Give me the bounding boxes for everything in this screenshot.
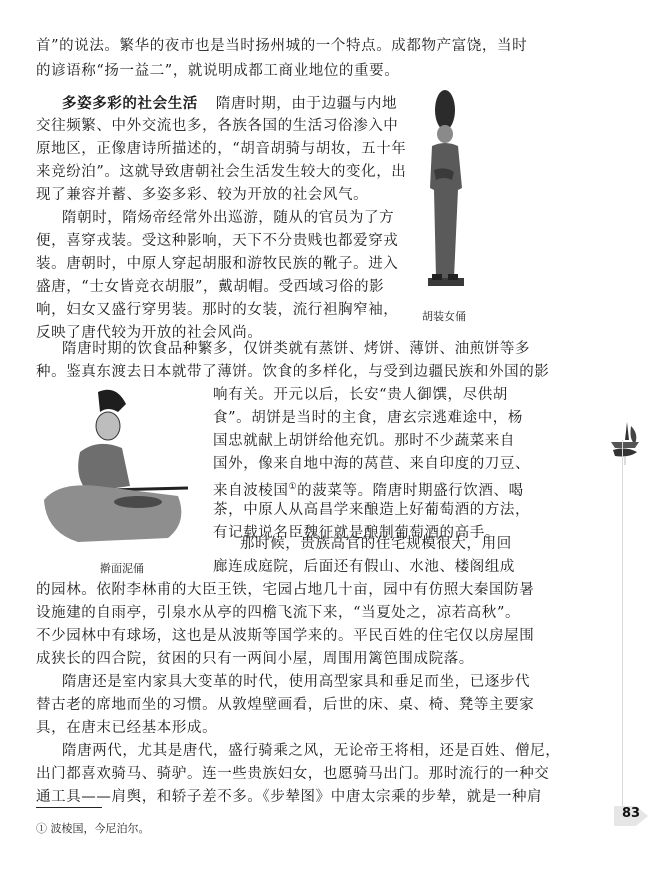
page-number: 83	[622, 806, 641, 821]
para1-line-2: 交往频繁、中外交流也多，各族各国的生活习俗渗入中	[36, 118, 399, 134]
footnote: ① 波棱国，今尼泊尔。	[36, 822, 150, 835]
para5-line-3: 具，在唐末已经基本形成。	[36, 720, 218, 736]
para1-line-5: 现了兼容并蓄、多姿多彩、较为开放的社会风气。	[36, 187, 369, 203]
footnote-divider	[36, 807, 102, 808]
intro-line-1: 首”的说法。繁华的夜市也是当时扬州城的一个特点。成都物产富饶，当时	[36, 38, 528, 54]
para5-line-1: 隋唐还是室内家具大变革的时代，使用高型家具和垂足而坐，已逐步代	[62, 674, 531, 690]
para4-line-1: 那时候，贵族高官的住宅规模很大，用回	[240, 536, 512, 552]
para5-line-2: 替古老的席地而坐的习惯。从敦煌壁画看，后世的床、桌、椅、凳等主要家	[36, 697, 535, 713]
para3-line-9: 有记载说名臣魏征就是酿制葡萄酒的高手。	[213, 525, 500, 541]
para1-line-1: 隋唐时期，由于边疆与内地	[215, 96, 398, 112]
para1-line-3: 原地区，正像唐诗所描述的，“胡音胡骑与胡妆，五十年	[36, 141, 407, 157]
para4-line-4: 设施建的自雨亭，引泉水从亭的四檐飞流下来，“当夏处之，凉若高秋”。	[36, 605, 521, 621]
para6-line-1: 隋唐两代，尤其是唐代，盛行骑乘之风，无论帝王将相，还是百姓、僧尼，	[62, 743, 561, 759]
figure-caption-2: 擀面泥俑	[100, 562, 144, 575]
para3-line-2: 种。鉴真东渡去日本就带了薄饼。饮食的多样化，与受到边疆民族和外国的影	[36, 364, 550, 380]
para3-line-7-b: 的菠菜等。隋唐时期盛行饮酒、喝	[297, 482, 524, 499]
margin-pagoda-emblem	[605, 420, 645, 465]
para3-line-6: 国外，像来自地中海的莴苣、来自印度的刀豆、	[213, 456, 531, 472]
para2-line-5: 响，妇女又盛行穿男装。那时的女装，流行袒胸窄袖，	[36, 302, 399, 318]
para4-line-5: 不少园林中有球场，这也是从波斯等国学来的。平民百姓的住宅仅以房屋围	[36, 628, 535, 644]
figurine-image-dough-rolling	[38, 382, 198, 542]
section-first-line	[62, 94, 397, 114]
para3-line-5: 国忠就献上胡饼给他充饥。那时不少蔬菜来自	[213, 433, 515, 449]
intro-line-2: 的谚语称“扬一益二”，就说明成都工商业地位的重要。	[36, 63, 400, 79]
para4-line-2: 廊连成庭院，后面还有假山、水池、楼阁组成	[213, 559, 515, 575]
para4-line-3: 的园林。依附李林甫的大臣王铁，宅园占地几十亩，园中有仿照大秦国防暑	[36, 582, 535, 598]
para1-line-4: 来竞纷泊”。这就导致唐朝社会生活发生较大的变化，出	[36, 164, 407, 180]
para3-line-1: 隋唐时期的饮食品种繁多，仅饼类就有蒸饼、烤饼、薄饼、油煎饼等多	[62, 341, 531, 357]
para2-line-4: 盛唐，“士女皆竞衣胡服”，戴胡帽。受西域习俗的影	[36, 279, 385, 295]
para2-line-1: 隋朝时，隋炀帝经常外出巡游，随从的官员为了方	[62, 210, 395, 226]
para2-line-3: 装。唐朝时，中原人穿起胡服和游牧民族的靴子。进入	[36, 256, 399, 272]
section-heading: 多姿多彩的社会生活	[62, 96, 198, 112]
seated-dough-rolling-figurine-icon	[38, 382, 198, 542]
para3-line-3: 响有关。开元以后，长安“贵人御馔，尽供胡	[213, 387, 508, 403]
para3-line-7	[213, 477, 524, 501]
para3-line-8: 茶，中原人从高昌学来酿造上好葡萄酒的方法，	[213, 502, 531, 518]
para4-line-6: 成狭长的四合院，贫困的只有一两间小屋，周围用篱笆围成院落。	[36, 651, 474, 667]
para3-line-7-a: 来自波棱国	[213, 482, 289, 499]
standing-female-figurine-icon	[418, 88, 474, 298]
pagoda-tree-icon	[605, 420, 645, 465]
para6-line-3: 通工具——肩舆，和轿子差不多。《步辇图》中唐太宗乘的步辇，就是一种肩	[36, 789, 543, 805]
footnote-marker[interactable]: ①	[288, 482, 298, 492]
figurine-image-hu-costume	[418, 88, 474, 298]
para6-line-2: 出门都喜欢骑马、骑驴。连一些贵族妇女，也愿骑马出门。那时流行的一种交	[36, 766, 550, 782]
para2-line-6: 反映了唐代较为开放的社会风尚。	[36, 325, 263, 341]
margin-rule	[622, 440, 623, 810]
para2-line-2: 便，喜穿戎装。受这种影响，天下不分贵贱也都爱穿戎	[36, 233, 399, 249]
para3-line-4: 食”。胡饼是当时的主食，唐玄宗逃难途中，杨	[213, 410, 524, 426]
figure-caption-1: 胡装女俑	[422, 310, 466, 323]
